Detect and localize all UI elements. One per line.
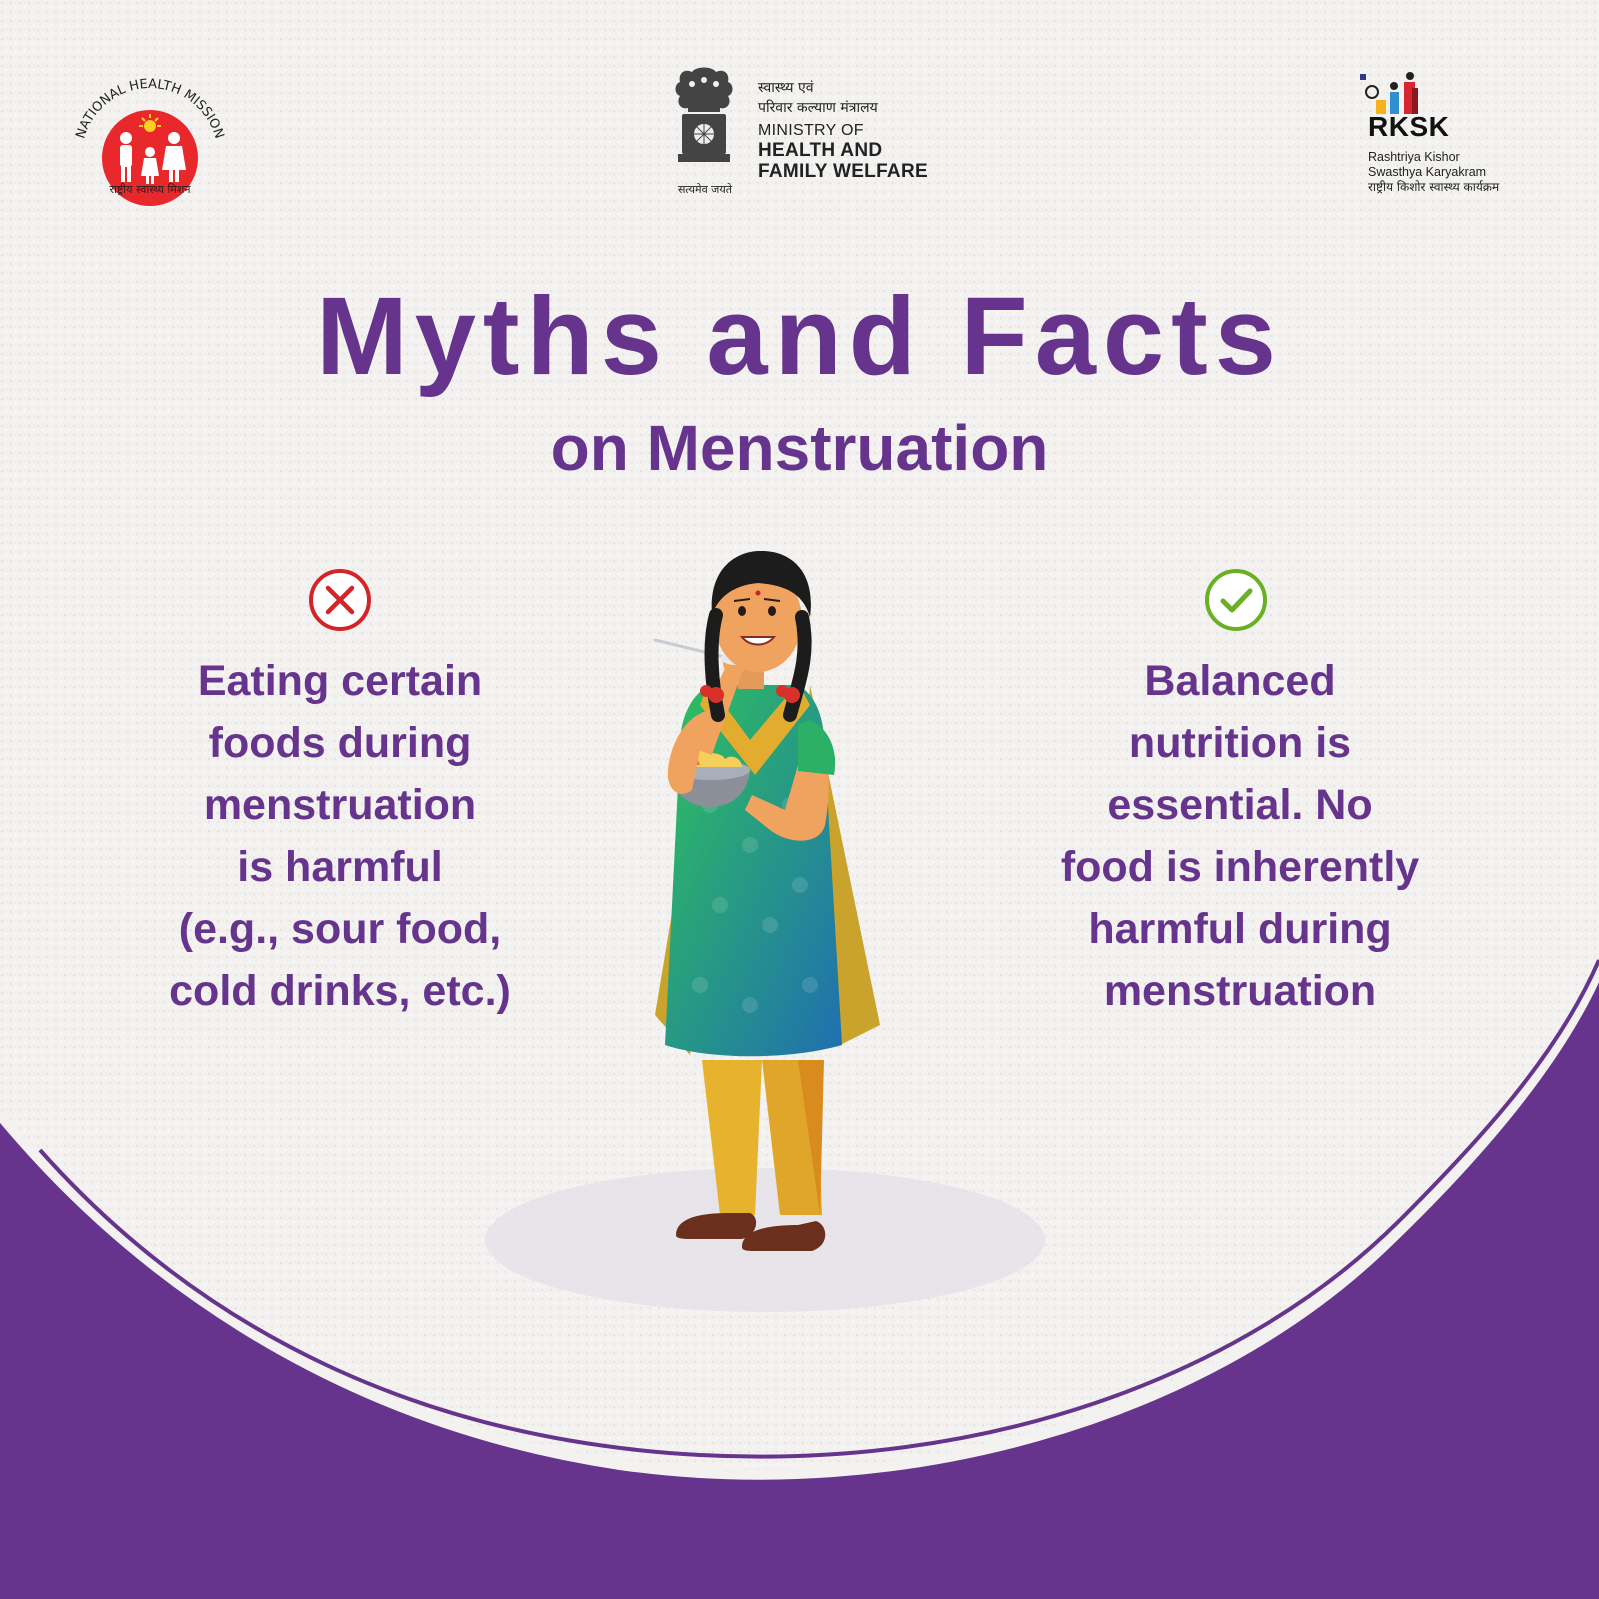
fact-line: nutrition is xyxy=(1128,719,1352,767)
nhm-arc-text: NATIONAL HEALTH MISSION xyxy=(73,78,227,141)
ministry-name-en-2: HEALTH AND xyxy=(758,140,883,161)
fact-line: harmful during xyxy=(1088,905,1392,953)
lion-capital-emblem-icon xyxy=(664,62,744,180)
ministry-motto: सत्यमेव जयते xyxy=(677,183,732,196)
fact-line: Balanced xyxy=(1144,657,1336,705)
girl-eating-bowl-illustration xyxy=(480,545,1060,1345)
rksk-subtitle xyxy=(1368,150,1568,195)
rksk-figures-icon xyxy=(1360,70,1430,116)
ministry-name-hi-1: स्वास्थ्य एवं xyxy=(758,80,814,96)
check-circle-icon xyxy=(1202,566,1270,634)
rksk-title: RKSK xyxy=(1368,111,1450,142)
rksk-sub-2: Swasthya Karyakram xyxy=(1368,165,1487,179)
rksk-sub-1: Rashtriya Kishor xyxy=(1368,150,1460,164)
myth-line: Eating certain xyxy=(197,657,483,705)
fact-text xyxy=(1000,650,1480,1022)
ministry-name-en-1: MINISTRY OF xyxy=(758,122,864,139)
fact-line: food is inherently xyxy=(1060,843,1420,891)
myth-line: is harmful xyxy=(237,843,443,891)
fact-line: essential. No xyxy=(1107,781,1373,829)
myth-line: (e.g., sour food, xyxy=(178,905,502,953)
ministry-name-block xyxy=(758,78,1018,182)
ministry-name-en-3: FAMILY WELFARE xyxy=(758,161,928,182)
ministry-name-hi-2: परिवार कल्याण मंत्रालय xyxy=(758,100,878,116)
myth-line: menstruation xyxy=(203,781,477,829)
page-title: Myths and Facts xyxy=(316,275,1283,398)
myth-line: foods during xyxy=(208,719,472,767)
fact-line: menstruation xyxy=(1103,967,1377,1015)
rksk-sub-hi: राष्ट्रीय किशोर स्वास्थ्य कार्यक्रम xyxy=(1368,180,1500,194)
page-subtitle: on Menstruation xyxy=(550,412,1049,484)
nhm-caption: राष्ट्रीय स्वास्थ्य मिशन xyxy=(109,183,191,196)
cross-circle-icon xyxy=(306,566,374,634)
myth-line: cold drinks, etc.) xyxy=(169,967,511,1015)
